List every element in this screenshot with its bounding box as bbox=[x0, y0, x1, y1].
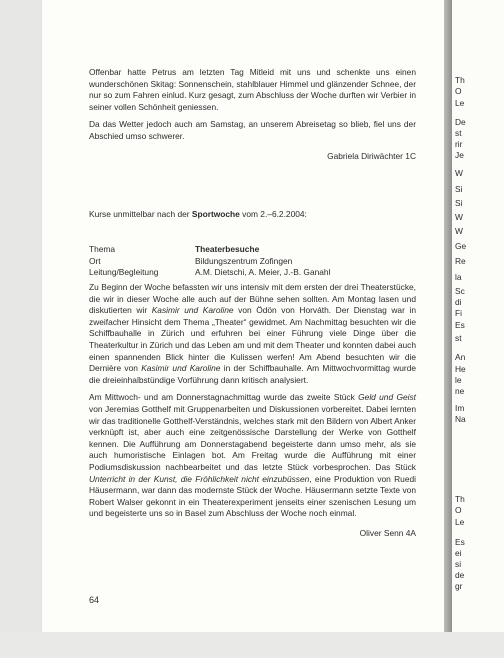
ort-label: Ort bbox=[89, 255, 101, 266]
p2-text-c: , eine Produktion von Ruedi Häusermann, war dann das modernste Stück der Woche. Häusermann setzte Texte von Robert Walser gekonnt in ein Theaterexperiment jenseits einer szenischen Lesung um und begeisterte uns so in Basel zum Abschluss der Woche noch einmal. bbox=[89, 473, 416, 519]
right-page-fragment: Es bbox=[455, 320, 465, 330]
p2-text-a: Am Mittwoch- und am Donnerstagnachmittag wurde das zweite Stück bbox=[89, 392, 359, 403]
right-page-fragment: Th bbox=[455, 75, 465, 85]
page-number: 64 bbox=[89, 595, 100, 605]
right-page-fragment: De bbox=[455, 117, 466, 127]
intro-paragraph-2: Da das Wetter jedoch auch am Samstag, an unserem Abreisetag so blieb, fiel uns der Abschied umso schwerer. bbox=[89, 119, 416, 141]
leitung-label: Leitung/Begleitung bbox=[89, 267, 159, 278]
p2-text-b: von Jeremias Gotthelf mit Gruppenarbeiten und Diskussionen vorbereitet. Dabei lernten wir das traditionelle Gotthelf-Verständnis, welches stark mit den Bildern von Albert Anker verknüpft ist, aber auch eine zeitgenössische Darstellung der Werke von Gotthelf kennen. Die Aufführung am Donnerstagabend begeisterte dann umso mehr, als sie auch humoristische Einlagen bot. Am Freitag wurde die Aufführung mit einer Podiumsdiskussion nachbearbeitet und das letzte Stück vorbesprochen. Das Stück bbox=[89, 403, 416, 472]
intro-paragraph-1: Offenbar hatte Petrus am letzten Tag Mitleid mit uns und schenkte uns einen wunderschönen Skitag: Sonnenschein, stahlblauer Himmel und glänzender Schnee, der nur so zum Fahren einlud. Kurz gesagt, zum Abschluss der Woche durften wir Verbier in seiner vollen Schönheit geniessen. bbox=[89, 67, 416, 112]
right-page-fragment: ne bbox=[455, 386, 465, 396]
right-page-fragment: O bbox=[455, 505, 462, 515]
thema-label: Thema bbox=[89, 244, 116, 254]
right-page-fragment: Sc bbox=[455, 286, 465, 296]
right-page-fragment: Le bbox=[455, 517, 465, 527]
p1-title-kasimir: Kasimir und Karoline bbox=[151, 305, 234, 316]
right-page-fragment: Ge bbox=[455, 241, 467, 251]
kurse-suffix: vom 2.–6.2.2004: bbox=[239, 209, 307, 219]
right-page-fragment: An bbox=[455, 352, 466, 362]
leitung-value: A.M. Dietschi, A. Meier, J.-B. Ganahl bbox=[195, 267, 331, 278]
right-page-fragment: st bbox=[455, 128, 462, 138]
scan-background bbox=[0, 632, 504, 658]
right-page-fragment: W bbox=[455, 168, 463, 178]
right-page-fragment: rir bbox=[455, 139, 463, 149]
right-page-fragment: di bbox=[455, 297, 462, 307]
right-page-fragment: gr bbox=[455, 581, 463, 591]
p1-text-c: in der Schiffbauhalle. Am Mittwochvormittag wurde die dreieinhalbstündige Vorführung dann kritisch analysiert. bbox=[89, 363, 417, 385]
right-page-fragment: W bbox=[455, 226, 463, 236]
right-page-fragment: si bbox=[455, 559, 462, 569]
right-page-fragment: st bbox=[455, 333, 462, 343]
kurse-prefix: Kurse unmittelbar nach der bbox=[89, 209, 192, 219]
right-page-fragment: Le bbox=[455, 98, 465, 108]
right-page-fragment: Si bbox=[455, 184, 463, 194]
right-page-fragment: Na bbox=[455, 414, 466, 424]
signature-1: Gabriela Diriwächter 1C bbox=[327, 150, 416, 161]
report-paragraph-1 bbox=[89, 282, 416, 386]
right-page-fragment: Th bbox=[455, 494, 465, 504]
signature-2: Oliver Senn 4A bbox=[359, 527, 416, 538]
ort-value: Bildungszentrum Zofingen bbox=[195, 255, 293, 266]
report-paragraph-2 bbox=[89, 392, 416, 520]
right-page-fragment: de bbox=[455, 570, 465, 580]
report-section bbox=[89, 282, 416, 539]
right-page-fragment: He bbox=[455, 364, 466, 374]
kurse-heading bbox=[89, 209, 416, 221]
p2-title-geld: Geld und Geist bbox=[358, 392, 416, 403]
intro-section bbox=[89, 67, 416, 162]
right-page-fragment: O bbox=[455, 86, 462, 96]
p1-text-b: von Ödön von Horváth. Der Dienstag war in zweifacher Hinsicht dem Thema „Theater“ gewidmet. Am Nachmittag besuchten wir die Schiffbauhalle in Zürich und erfuhren bei einer Führung viele Dinge über die Theaterkultur in Zürich und das Leben am und mit dem Theater und konnten dabei auch einen spannenden Blick hinter die Kulissen werfen! Am Abend besuchten wir die Dernière von bbox=[89, 305, 416, 374]
right-page-fragment: Si bbox=[455, 198, 463, 208]
right-page-fragment: ei bbox=[455, 548, 462, 558]
p2-title-unterricht: Unterricht in der Kunst, die Fröhlichkeit nicht einzubüssen bbox=[89, 473, 310, 484]
right-page-fragment: Es bbox=[455, 537, 465, 547]
right-page-fragment: Fi bbox=[455, 308, 462, 318]
right-page-fragment: le bbox=[455, 375, 462, 385]
p1-title-kasimir-2: Kasimir und Karoline bbox=[141, 363, 221, 374]
right-page-fragment: W bbox=[455, 212, 463, 222]
p1-text-a: Zu Beginn der Woche befassten wir uns intensiv mit dem ersten der drei Theaterstücke, die wir in dieser Woche alle auch auf der Bühne sehen sollten. Am Montag lasen und diskutierten wir bbox=[89, 282, 416, 316]
right-page-fragment: la bbox=[455, 272, 462, 282]
right-page-fragment: Je bbox=[455, 150, 464, 160]
right-page-fragment: Im bbox=[455, 403, 465, 413]
course-info bbox=[89, 244, 416, 279]
right-page-fragment: Re bbox=[455, 256, 466, 266]
kurse-bold: Sportwoche bbox=[191, 209, 240, 219]
thema-value: Theaterbesuche bbox=[195, 244, 260, 254]
book-gutter bbox=[444, 0, 452, 658]
